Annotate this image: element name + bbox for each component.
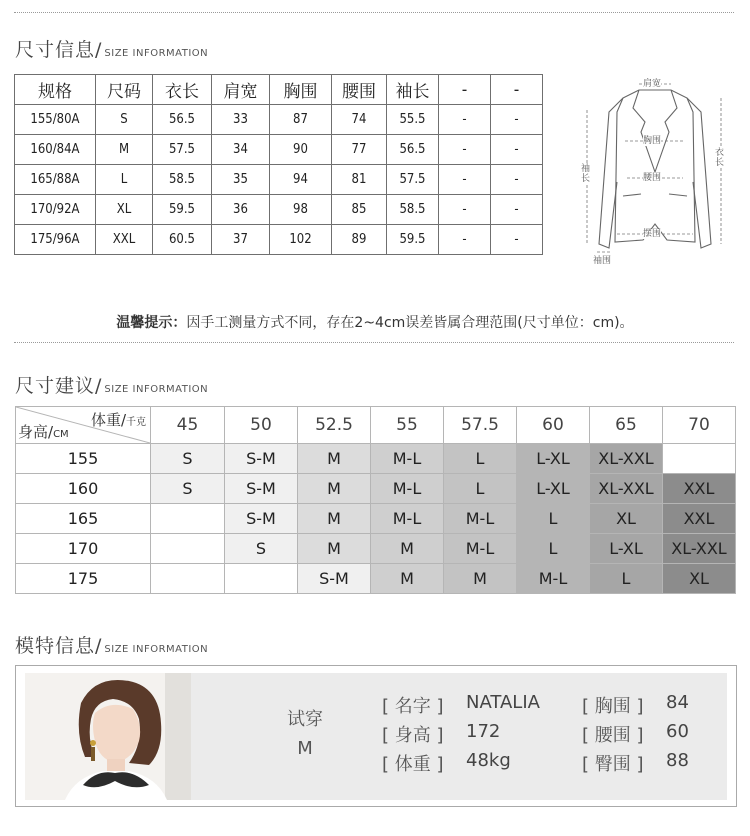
table-cell: 98: [270, 195, 332, 225]
table-cell: -: [491, 105, 543, 135]
height-label: 身高/: [18, 423, 54, 441]
chest-label: 胸围: [643, 136, 662, 146]
table-cell: 36: [212, 195, 270, 225]
size-cell: M: [298, 474, 371, 504]
size-cell: XL-XXL: [663, 534, 736, 564]
try-on-info: [280, 705, 330, 763]
diagonal-header: [16, 407, 150, 443]
size-cell: L: [590, 564, 663, 594]
size-cell: M-L: [371, 504, 444, 534]
table-cell: 175/96A: [15, 225, 96, 255]
table-cell: 102: [270, 225, 332, 255]
table-row: [16, 444, 736, 474]
model-height: [382, 721, 444, 747]
table-cell: -: [439, 195, 491, 225]
table-cell: 58.5: [153, 165, 212, 195]
model-info-title: 模特信息/: [15, 635, 103, 657]
cuff-label: 袖围: [593, 256, 612, 266]
size-cell: S-M: [225, 444, 298, 474]
jacket-measurement-diagram: [575, 72, 735, 272]
body-length-label: 衣长: [715, 148, 725, 168]
table-cell: 87: [270, 105, 332, 135]
model-weight: [382, 750, 444, 776]
table-cell: -: [491, 135, 543, 165]
table-cell: L: [96, 165, 153, 195]
size-cell: L: [517, 504, 590, 534]
size-cell: M: [371, 564, 444, 594]
table-row: [15, 225, 543, 255]
size-cell: S: [225, 534, 298, 564]
table-cell: M: [96, 135, 153, 165]
table-cell: 90: [270, 135, 332, 165]
table-row: [16, 474, 736, 504]
height-axis-label: [18, 421, 69, 442]
size-cell: L-XL: [517, 444, 590, 474]
size-cell: S: [151, 474, 225, 504]
table-row: [16, 504, 736, 534]
size-cell: S: [151, 444, 225, 474]
size-advice-subtitle: SIZE INFORMATION: [104, 384, 209, 395]
height-row-header: 165: [16, 504, 151, 534]
size-cell: XXL: [663, 474, 736, 504]
hem-label: 摆围: [643, 229, 662, 239]
size-cell: [663, 444, 736, 474]
header-cell: 腰围: [332, 75, 387, 105]
table-cell: 59.5: [153, 195, 212, 225]
height-row-header: 175: [16, 564, 151, 594]
model-weight-value: 48kg: [466, 750, 511, 771]
table-cell: 34: [212, 135, 270, 165]
table-row: [15, 135, 543, 165]
table-row: [16, 534, 736, 564]
size-cell: M-L: [517, 564, 590, 594]
note-label: 温馨提示：: [116, 315, 187, 331]
table-cell: -: [439, 105, 491, 135]
size-cell: XL: [663, 564, 736, 594]
model-chest: [582, 692, 644, 718]
table-cell: -: [439, 225, 491, 255]
model-photo: [25, 673, 191, 800]
note-text: 因手工测量方式不同，存在2~4cm误差皆属合理范围(尺寸单位：cm)。: [186, 315, 634, 331]
weight-header-row: [16, 407, 736, 444]
weight-col-header: 55: [371, 407, 444, 444]
model-waist-value: 60: [666, 721, 689, 742]
table-cell: 57.5: [153, 135, 212, 165]
weight-col-header: 50: [225, 407, 298, 444]
weight-col-header: 60: [517, 407, 590, 444]
model-chest-value: 84: [666, 692, 689, 713]
weight-axis-label: [91, 409, 146, 430]
table-cell: 57.5: [387, 165, 439, 195]
table-cell: 59.5: [387, 225, 439, 255]
size-cell: XL-XXL: [590, 474, 663, 504]
model-portrait-illustration: [25, 673, 191, 800]
size-cell: M-L: [444, 504, 517, 534]
shoulder-label: 肩宽: [643, 79, 662, 89]
table-cell: 170/92A: [15, 195, 96, 225]
weight-col-header: 52.5: [298, 407, 371, 444]
height-row-header: 160: [16, 474, 151, 504]
size-cell: M: [298, 534, 371, 564]
size-cell: S-M: [298, 564, 371, 594]
weight-col-header: 45: [151, 407, 225, 444]
table-row: [15, 105, 543, 135]
size-advice-title: 尺寸建议/: [15, 375, 103, 397]
header-cell: -: [491, 75, 543, 105]
table-cell: 60.5: [153, 225, 212, 255]
table-cell: 160/84A: [15, 135, 96, 165]
height-key: [ 身高 ]: [382, 725, 444, 746]
size-cell: XL: [590, 504, 663, 534]
size-cell: L: [444, 444, 517, 474]
weight-col-header: 70: [663, 407, 736, 444]
table-cell: XXL: [96, 225, 153, 255]
weight-label: 体重/: [90, 411, 126, 429]
table-cell: 165/88A: [15, 165, 96, 195]
size-cell: M-L: [371, 474, 444, 504]
model-info-subtitle: SIZE INFORMATION: [104, 644, 209, 655]
table-cell: 81: [332, 165, 387, 195]
size-cell: L: [444, 474, 517, 504]
table-cell: 37: [212, 225, 270, 255]
section-divider: [14, 342, 734, 343]
header-cell: 袖长: [387, 75, 439, 105]
model-hip-value: 88: [666, 750, 689, 771]
table-cell: 77: [332, 135, 387, 165]
waist-key: [ 腰围 ]: [582, 725, 644, 746]
waist-label: 腰围: [643, 173, 662, 183]
size-cell: [151, 534, 225, 564]
table-cell: 155/80A: [15, 105, 96, 135]
table-cell: -: [439, 135, 491, 165]
model-info-heading: [15, 631, 208, 658]
try-on-size: M: [297, 738, 313, 759]
table-cell: 35: [212, 165, 270, 195]
measurement-note: [0, 312, 750, 332]
size-cell: S-M: [225, 474, 298, 504]
model-name-value: NATALIA: [466, 692, 540, 713]
table-cell: XL: [96, 195, 153, 225]
header-cell: 肩宽: [212, 75, 270, 105]
sleeve-length-label: 袖长: [581, 164, 591, 184]
jacket-outline-illustration: [575, 72, 735, 272]
table-cell: 85: [332, 195, 387, 225]
size-advice-table: [15, 406, 736, 594]
table-cell: 55.5: [387, 105, 439, 135]
table-cell: -: [491, 195, 543, 225]
size-info-title: 尺寸信息/: [15, 39, 103, 61]
height-unit: CM: [53, 429, 69, 440]
size-info-heading: [15, 35, 208, 62]
size-cell: M-L: [444, 534, 517, 564]
height-row-header: 170: [16, 534, 151, 564]
header-cell: 尺码: [96, 75, 153, 105]
table-cell: 94: [270, 165, 332, 195]
size-cell: L: [517, 534, 590, 564]
header-cell: 衣长: [153, 75, 212, 105]
weight-unit: 千克: [126, 417, 146, 428]
table-cell: 56.5: [387, 135, 439, 165]
size-table: [14, 74, 543, 255]
table-cell: S: [96, 105, 153, 135]
weight-col-header: 65: [590, 407, 663, 444]
size-cell: L-XL: [517, 474, 590, 504]
table-cell: 89: [332, 225, 387, 255]
size-cell: S-M: [225, 504, 298, 534]
size-cell: M: [298, 444, 371, 474]
size-cell: XXL: [663, 504, 736, 534]
name-key: [ 名字 ]: [382, 696, 444, 717]
size-cell: M: [444, 564, 517, 594]
chest-key: [ 胸围 ]: [582, 696, 644, 717]
size-cell: XL-XXL: [590, 444, 663, 474]
table-cell: -: [491, 165, 543, 195]
size-cell: [225, 564, 298, 594]
top-divider: [14, 12, 734, 13]
weight-key: [ 体重 ]: [382, 754, 444, 775]
table-cell: -: [439, 165, 491, 195]
table-row: [15, 195, 543, 225]
size-info-subtitle: SIZE INFORMATION: [104, 48, 209, 59]
size-cell: M-L: [371, 444, 444, 474]
table-cell: 74: [332, 105, 387, 135]
try-on-label: 试穿: [287, 709, 323, 730]
size-cell: M: [371, 534, 444, 564]
model-hip: [582, 750, 644, 776]
table-cell: -: [491, 225, 543, 255]
size-cell: [151, 504, 225, 534]
hip-key: [ 臀围 ]: [582, 754, 644, 775]
header-cell: 规格: [15, 75, 96, 105]
corner-cell: [16, 407, 151, 444]
size-cell: M: [298, 504, 371, 534]
header-cell: 胸围: [270, 75, 332, 105]
size-table-header: [15, 75, 543, 105]
weight-col-header: 57.5: [444, 407, 517, 444]
model-waist: [582, 721, 644, 747]
size-cell: L-XL: [590, 534, 663, 564]
table-row: [16, 564, 736, 594]
model-name: [382, 692, 444, 718]
table-cell: 33: [212, 105, 270, 135]
header-cell: -: [439, 75, 491, 105]
size-cell: [151, 564, 225, 594]
table-cell: 58.5: [387, 195, 439, 225]
size-advice-heading: [15, 371, 208, 398]
height-row-header: 155: [16, 444, 151, 474]
table-row: [15, 165, 543, 195]
table-cell: 56.5: [153, 105, 212, 135]
model-height-value: 172: [466, 721, 501, 742]
